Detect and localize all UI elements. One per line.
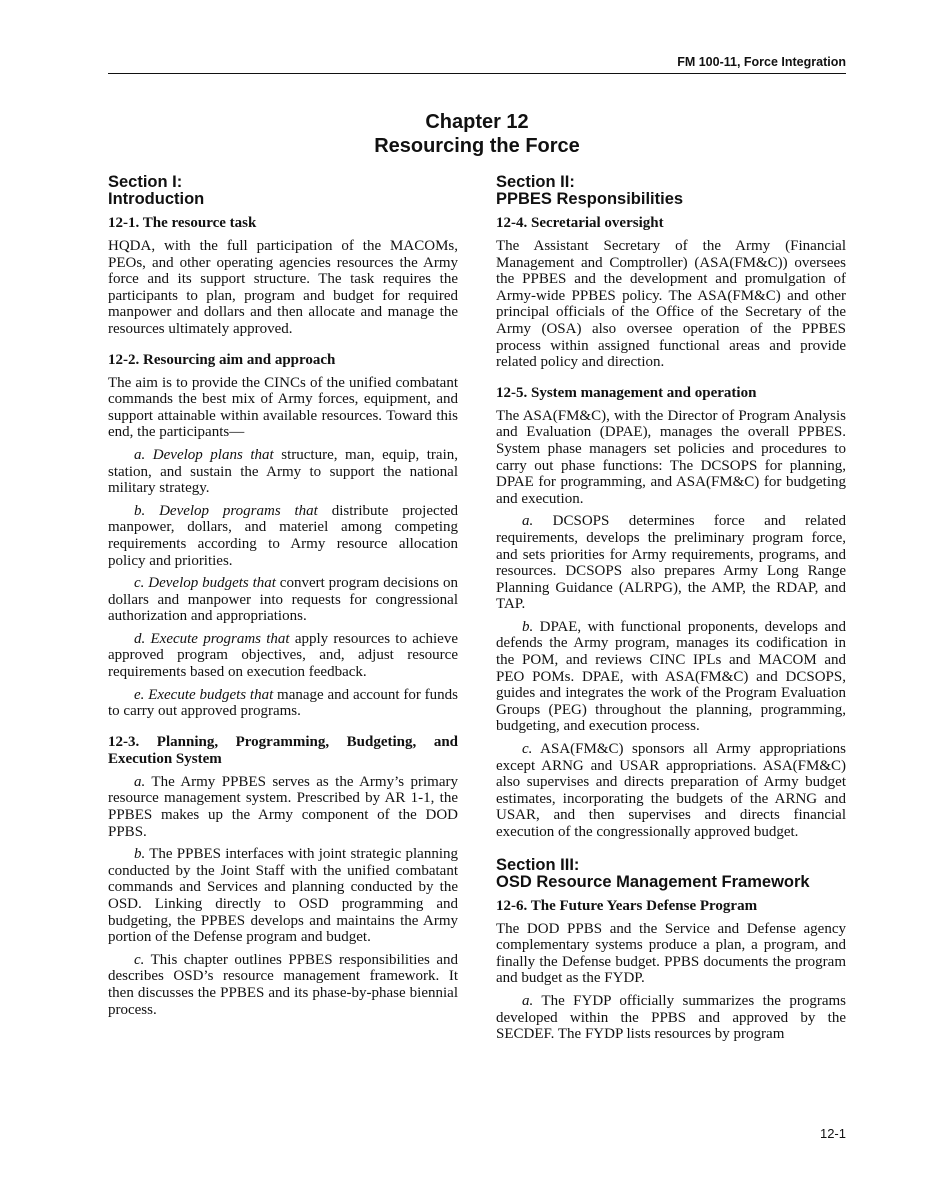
para-12-3-c (108, 952, 458, 1018)
section-1-heading (108, 174, 458, 208)
para-12-5-b (496, 619, 846, 735)
section-3-label: Section III: (496, 855, 580, 874)
para-12-2-b (108, 503, 458, 569)
para-12-3-b-text: The PPBES interfaces with joint strategic planning conducted by the Joint Staff with the unified combatant commands and Services and planning conducted by the OSD. Linking directly to OSD programming and budgeting, the PPBES develops and maintains the Army portion of the Defense program and budget. (108, 846, 458, 946)
para-12-4-text: The Assistant Secretary of the Army (Financial Management and Comptroller) (ASA(FM&C)) oversees the PPBES and the development and promulgation of Army-wide PPBES policy. The ASA(FM&C) and other principal officials of the Office of the Secretary of the Army (OSA) also oversee operation of the PPBES process within assigned functional areas and provide related policy and direction. (496, 238, 846, 371)
para-12-2-heading: 12-2. Resourcing aim and approach (108, 351, 336, 368)
section-1-label: Section I: (108, 173, 183, 191)
left-column (108, 174, 458, 1024)
section-3-heading (496, 857, 846, 891)
para-12-5-c-label: c. (522, 741, 533, 758)
para-12-3-a (108, 774, 458, 840)
para-12-2-a-label: a. Develop plans that (134, 446, 274, 463)
para-12-2-c-text: convert program decisions on dollars and manpower into requests for congressional authorization and appropriations. (108, 575, 458, 625)
para-12-5-heading: 12-5. System management and operation (496, 384, 757, 401)
para-12-2-e-label: e. Execute budgets that (134, 686, 274, 703)
para-12-5-c-text: ASA(FM&C) sponsors all Army appropriations except ARNG and USAR appropriations. ASA(FM&C) also supervises and directs preparation of Army budget estimates, incorporating the budgets of the ARNG and USAR, and then supervises and directs financial execution of the congressionally approved budget. (496, 741, 846, 840)
para-12-5-c (496, 741, 846, 841)
header-rule (108, 73, 846, 74)
para-12-6-a-text: The FYDP officially summarizes the programs developed within the PPBS and approved by the SECDEF. The FYDP lists resources by program (496, 992, 846, 1043)
section-2-subtitle: PPBES Responsibilities (496, 190, 684, 208)
section-3-subtitle: OSD Resource Management Framework (496, 872, 810, 891)
para-12-3-heading: 12-3. Planning, Programming, Budgeting, and Execution System (108, 733, 458, 767)
para-12-6-text: The DOD PPBS and the Service and Defense agency complementary systems produce a plan, a program, and finally the Defense budget. PPBS documents the program and budget as the FYDP. (496, 920, 846, 987)
running-header: FM 100-11, Force Integration (677, 55, 846, 69)
chapter-title: Resourcing the Force (374, 135, 580, 157)
para-12-6-a-label: a. (522, 992, 534, 1009)
para-12-3-c-label: c. (134, 951, 145, 968)
section-2-label: Section II: (496, 173, 575, 191)
para-12-2-b-label: b. Develop programs that (134, 502, 318, 519)
chapter-number: Chapter 12 (425, 111, 529, 133)
para-12-2-d-text: apply resources to achieve approved program objectives, and, adjust resource requirements based on execution feedback. (108, 630, 458, 681)
section-2-heading (496, 174, 846, 208)
para-12-5-a (496, 513, 846, 613)
para-12-2-text: The aim is to provide the CINCs of the unified combatant commands the best mix of Army forces, equipment, and support attainable within available resources. Toward this end, the participants— (108, 374, 458, 441)
para-12-6-heading: 12-6. The Future Years Defense Program (496, 897, 758, 914)
para-12-2-a (108, 447, 458, 497)
para-12-3-b-label: b. (134, 846, 146, 863)
section-1-subtitle: Introduction (108, 190, 205, 208)
para-12-4-heading: 12-4. Secretarial oversight (496, 215, 664, 231)
para-12-6-a (496, 993, 846, 1043)
para-12-5-a-label: a. (522, 513, 534, 530)
page-number: 12-1 (819, 1126, 846, 1141)
para-12-1-text: HQDA, with the full participation of the MACOMs, PEOs, and other operating agencies resources the Army force and its support structure. The task requires the participants to plan, program and budget for required manpower and dollars and then allocate and manage the resources ultimately approved. (108, 238, 458, 337)
para-12-2-e-text: manage and account for funds to carry out approved programs. (108, 686, 459, 720)
para-12-5-a-text: DCSOPS determines force and related requirements, develops the preliminary program force, and sets priorities for Army requirements, programs, and resources. DCSOPS also prepares Army Long Range Planning Guidance (ALRPG), the AMP, the RDAP, and TAP. (496, 513, 846, 613)
para-12-5-b-text: DPAE, with functional proponents, develops and defends the Army program, manages its codification in the POM, and reviews CINC IPLs and MACOM and PEO POMs. DPAE, with ASA(FM&C) and DCSOPS, guides and integrates the work of the Program Evaluation Groups (PEG) throughout the planning, programming, budgeting, and execution process. (496, 618, 846, 735)
para-12-2-c (108, 575, 458, 625)
para-12-2-b-text: distribute projected manpower, dollars, and materiel among competing requirements according to Army resource allocation policy and priorities. (108, 502, 458, 569)
para-12-3-b (108, 846, 458, 946)
para-12-2-a-text: structure, man, equip, train, station, and sustain the Army to support the national military strategy. (108, 446, 458, 497)
para-12-5-text: The ASA(FM&C), with the Director of Program Analysis and Evaluation (DPAE), manages the overall PPBES. System phase managers set policies and procedures to carry out phase functions: The DCSOPS for planning, DPAE for programming, and ASA(FM&C) for budgeting and execution. (496, 407, 846, 507)
para-12-2-d (108, 631, 458, 681)
para-12-2-e (108, 687, 458, 720)
right-column (496, 174, 846, 1049)
para-12-1-heading: 12-1. The resource task (108, 215, 257, 231)
para-12-3-c-text: This chapter outlines PPBES responsibilities and describes OSD’s resource management framework. It then discusses the PPBES and its phase-by-phase biennial process. (108, 951, 458, 1018)
para-12-2-d-label: d. Execute programs that (134, 630, 290, 647)
para-12-5-b-label: b. (522, 618, 534, 635)
para-12-2-c-label: c. Develop budgets that (134, 575, 276, 592)
para-12-3-a-text: The Army PPBES serves as the Army’s primary resource management system. Prescribed by AR 1-1, the PPBES makes up the Army component of the DOD PPBS. (108, 773, 458, 840)
chapter-heading (108, 110, 846, 158)
para-12-3-a-label: a. (134, 773, 146, 790)
